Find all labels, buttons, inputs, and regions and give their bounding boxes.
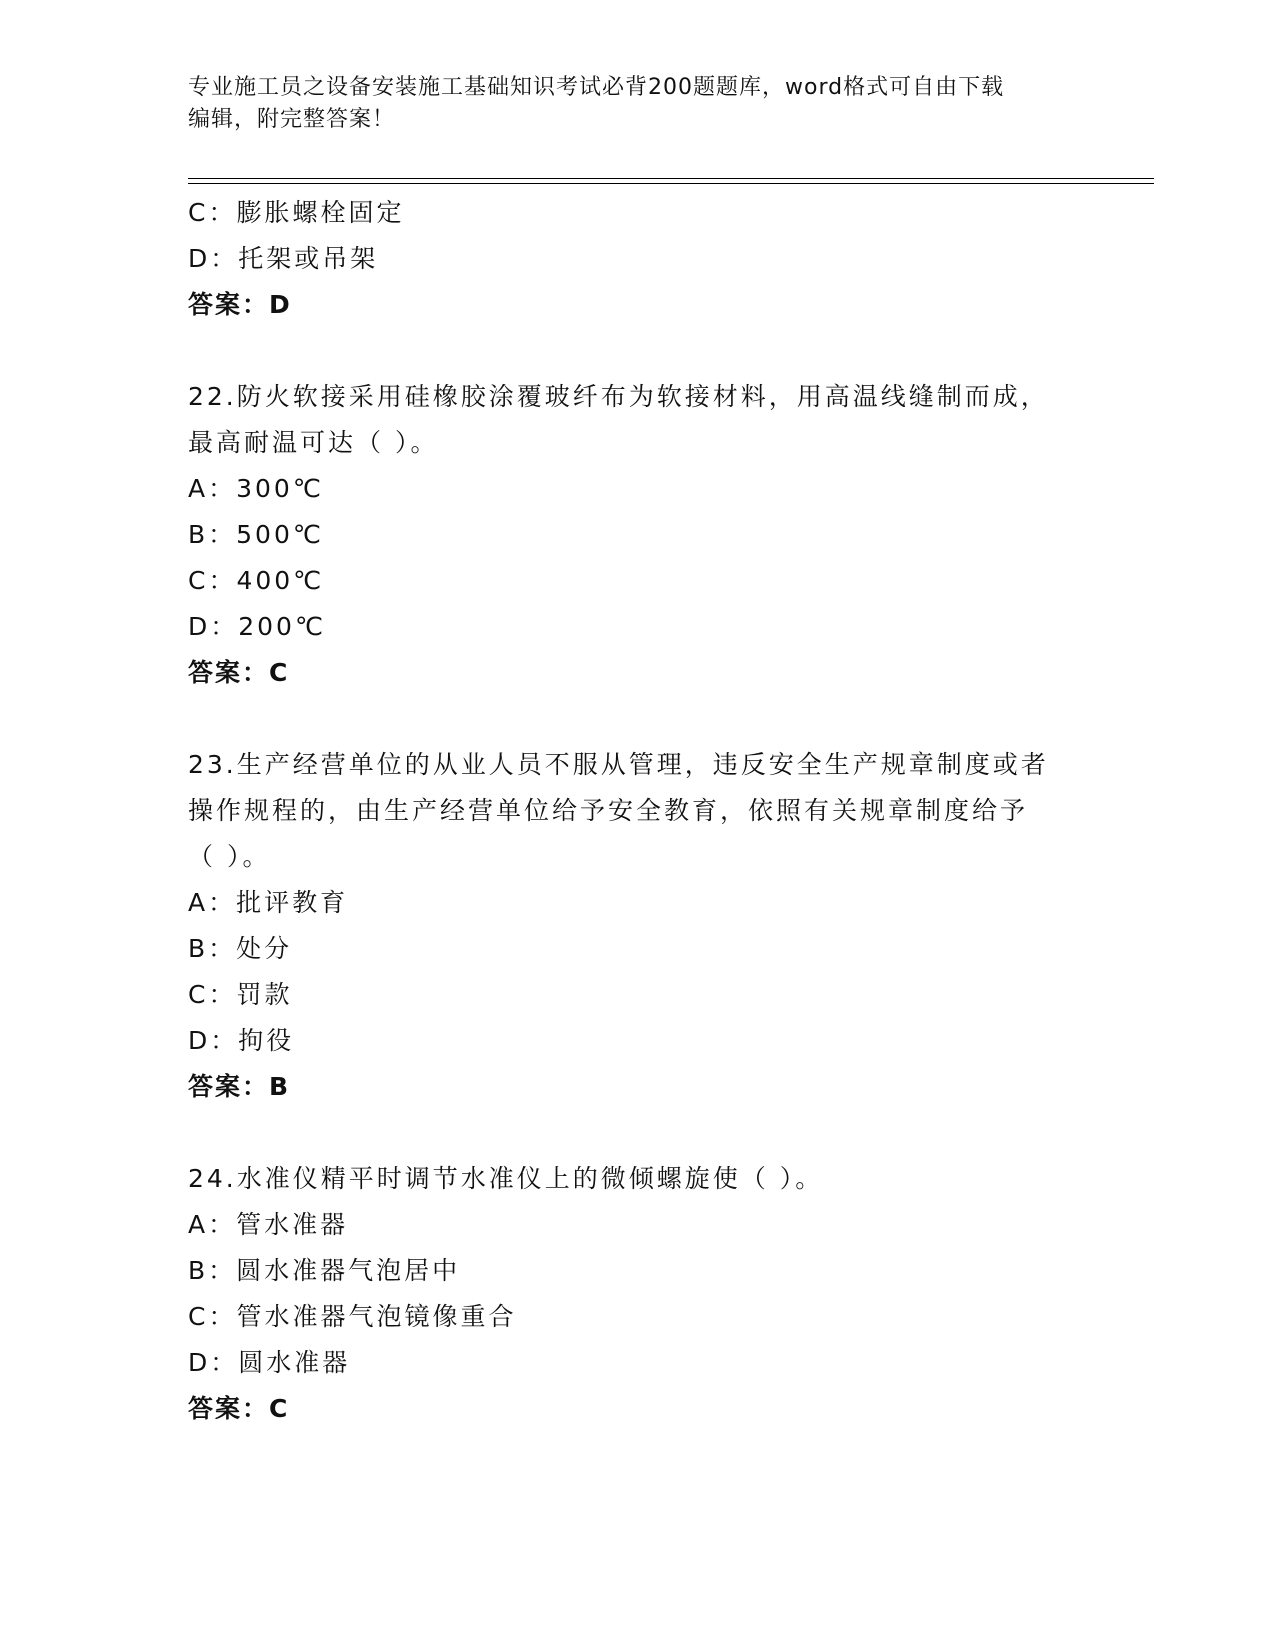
answer-line: 答案：C	[188, 658, 290, 687]
option-a: A：300℃	[188, 474, 324, 503]
option-c: C：罚款	[188, 980, 293, 1009]
header-divider-top	[188, 178, 1154, 179]
option-a: A：批评教育	[188, 888, 349, 917]
question-stem-line: 操作规程的，由生产经营单位给予安全教育，依照有关规章制度给予	[188, 796, 1029, 825]
question-23	[188, 742, 1088, 1110]
header-line-2: 编辑，附完整答案！	[188, 107, 396, 132]
option-b: B：圆水准器气泡居中	[188, 1256, 461, 1285]
question-stem-line: 最高耐温可达（ ）。	[188, 428, 439, 457]
header-divider-bottom	[188, 183, 1154, 184]
answer-line: 答案：B	[188, 1072, 291, 1101]
question-22	[188, 374, 1088, 696]
option-d: D：拘役	[188, 1026, 295, 1055]
question-24	[188, 1156, 1088, 1432]
question-stem-line: 24.水准仪精平时调节水准仪上的微倾螺旋使（ ）。	[188, 1164, 824, 1193]
question-stem-line: （ ）。	[188, 842, 271, 871]
answer-line: 答案：C	[188, 1394, 290, 1423]
option-c: C：管水准器气泡镜像重合	[188, 1302, 517, 1331]
partial-question	[188, 190, 1088, 328]
option-c: C：400℃	[188, 566, 325, 595]
question-stem-line: 22.防火软接采用硅橡胶涂覆玻纤布为软接材料，用高温线缝制而成，	[188, 382, 1049, 411]
header-line-1: 专业施工员之设备安装施工基础知识考试必背200题题库，word格式可自由下载	[188, 75, 1005, 100]
option-d: D：圆水准器	[188, 1348, 351, 1377]
option-a: A：管水准器	[188, 1210, 349, 1239]
document-header	[188, 72, 1088, 136]
option-c: C：膨胀螺栓固定	[188, 198, 405, 227]
question-stem-line: 23.生产经营单位的从业人员不服从管理，违反安全生产规章制度或者	[188, 750, 1049, 779]
document-body	[188, 190, 1088, 1432]
option-d: D：托架或吊架	[188, 244, 379, 273]
answer-line: 答案：D	[188, 290, 292, 319]
option-b: B：500℃	[188, 520, 324, 549]
option-d: D：200℃	[188, 612, 327, 641]
option-b: B：处分	[188, 934, 293, 963]
